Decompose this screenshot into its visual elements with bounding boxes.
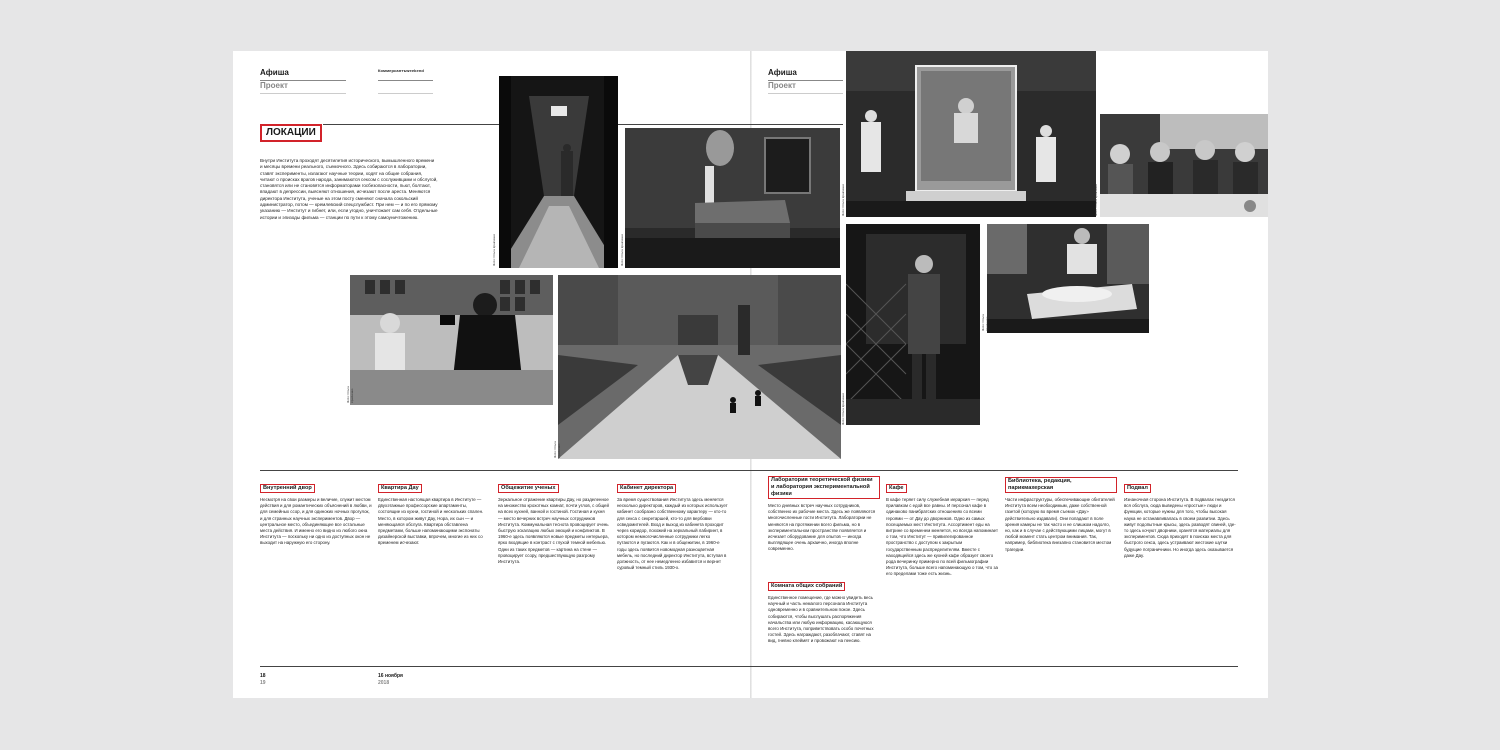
photo-credit-8: Фото: Ольга Кравченко [981, 314, 989, 331]
sections-bottom-rule [260, 666, 1238, 667]
magazine-rule-2 [378, 93, 433, 94]
section-director-office-title: Кабинет директора [617, 484, 676, 493]
page-number-a: 18 [260, 673, 266, 679]
magazine-spread [233, 51, 1268, 698]
left-header-subtitle: Проект [260, 81, 288, 90]
issue-date-day: 16 ноября [378, 673, 403, 679]
photo-massage [987, 224, 1149, 333]
section-dormitory [498, 476, 610, 565]
photo-bedroom [625, 128, 840, 268]
intro-text: Внутри Института проходят десятилетия исторического, вымышленного времени и месяцы времени реального, съемочного. Здесь собираются в лаборатории, ставят эксперименты, излагают научные теории, ходят на общие собрания, читают о происках врагов народа, занимаются сексом с сослуживцами и обслугой, становятся или не становятся информаторами госбезопасности, пьют, болтают, впадают в депрессии, выясняют отношения, исчезают после ареста. Меняются директора Института, ученые на этом посту сменяют сначала сокольский администратор, потом — кремлевский спецслужбист. При нем — и по его прямому указанию — Институт и гибнет, или, если угодно, уничтожает сам себя. Отдельные истории и эпизоды фильма — станции по пути к этому самоуничтожению. [260, 158, 438, 220]
section-cafe [886, 476, 998, 578]
right-header-rule-2 [768, 93, 843, 94]
section-courtyard-title: Внутренний двор [260, 484, 315, 493]
section-library-text: Части инфраструктуры, обеспечивающие обитателей Института всем необходимым, даже собственной газетой (которую во время съемок «Дау» действительно издавали). Они попадают в поле зрения камеры не так часто и не слишком надолго, но, как и в случае с действующими лицами, могут в любой момент стать центром внимания. Так, например, библиотека внезапно становится местом трагедии. [1005, 497, 1115, 552]
magazine-rule [378, 80, 433, 81]
photo-credit-4: Фото: Ольга Кравченко [553, 441, 561, 458]
photo-courtyard [558, 275, 841, 459]
section-assembly-room-text: Единственное помещение, где можно увидеть весь научный и часть немалого персонала Института одновременно и в сравнительном покое. Здесь собираются, чтобы выслушать распоряжения начальства или любую информацию, касающуюся всего Института, поприветствовать особо почетных гостей. Здесь награждают, разоблачают, ставят на вид, гневно клеймят и провожают на пенсию. [768, 595, 874, 644]
section-courtyard-text: Несмотря на свои размеры и величие, служит местом действия и для романтических объяснений в любви, и для семейных ссор, и для одиноких ночных прогулок, и для странных научных экспериментов. Двор — центральное место, объединяющее все остальные места действия. И именно его видно из любого окна Института — поскольку ни одно из доступных окон не выходит на наружную его сторону. [260, 497, 372, 546]
photo-credit-2: Фото: Ольга Кравченко [620, 233, 624, 266]
section-laboratory-title: Лаборатория теоретической физики и лаборатория экспериментальной физики [768, 476, 880, 499]
photo-lab [846, 51, 1096, 217]
section-courtyard [260, 476, 372, 547]
left-header-rule-2 [260, 93, 346, 94]
right-header-subtitle: Проект [768, 81, 796, 90]
sections-top-rule [260, 470, 1238, 471]
section-director-office [617, 476, 729, 571]
locations-title: ЛОКАЦИИ [260, 124, 322, 142]
section-basement-text: Изнаночная сторона Института. В подвалах гнездится вся обслуга, сюда выведены «простые» люди и функции, которые нужны для того, чтобы высокая наука не останавливалась в своем развитии. Здесь живут подопытные крысы, здесь разводят свиней, где-то здесь кочуют дворники, хранятся материалы для экспериментов. Сюда приходят в поисках места для быстрого секса, здесь устраивают жестокие шутки будущие пограничники. Но иногда здесь оказывается даже Дау. [1124, 497, 1236, 558]
photo-shop [350, 275, 553, 405]
right-header-rule [768, 80, 843, 81]
magazine-name: Коммерсантъweekend [378, 68, 424, 73]
section-assembly-room [768, 574, 880, 645]
photo-credit-7: Фото: Ольга Кравченко [841, 392, 845, 425]
photo-cafe [1100, 114, 1268, 217]
section-library [1005, 476, 1117, 553]
section-cafe-text: В кафе теряет силу служебная иерархия — перед прилавком с едой все равны. И персонал кафе в одинаково панибратских отношениях со всеми героями — от Дау до дворников. Одно из самых посещаемых мест Института. Ассортимент еды на витрине со временем меняется, но всегда напоминает о том, что Институт — привилегированное пространство с доступом к закрытым государственным распределителям. Вместе с находящейся здесь же кухней кафе образует своего рода вечеринку примерно по всей фильмографии Института, больше всего напоминающую о том, что за его пределами тоже есть жизнь. [886, 497, 998, 577]
issue-date [378, 673, 403, 687]
section-dormitory-title: Общежитие ученых [498, 484, 559, 493]
photo-credit-3: Фото: Ольга Кравченко [346, 386, 354, 403]
section-basement-title: Подвал [1124, 484, 1151, 493]
section-assembly-room-title: Комната общих собраний [768, 582, 845, 591]
left-header-rule [260, 80, 346, 81]
photo-credit-5: Фото: Ольга Кравченко [841, 183, 845, 216]
photo-corridor [499, 76, 618, 268]
section-dau-apartment-text: Единственная настоящая квартира в Институте — двухэтажные профессорские апартаменты, состоящие из кухни, гостиной и нескольких спален. Место, в котором живут Дау, Нора, их сын — и меняющаяся обслуга. Квартира обставлена предметами, больше напоминающими экспонаты дизайнерской выставки, впрочем, многие из них со временем исчезают. [378, 497, 484, 546]
photo-basement [846, 224, 980, 425]
section-cafe-title: Кафе [886, 484, 907, 493]
section-laboratory-text: Место дневных встреч научных сотрудников, собственно их рабочие места. Здесь же появляются многочисленные гости Института. Лаборатории не меняются на протяжении всего фильма, но в экспериментальном пространстве появляется и исчезает оборудование для опытов — иногда выглядящее очень архаично, иногда вполне современно. [768, 503, 876, 552]
section-dau-apartment [378, 476, 490, 547]
section-library-title: Библиотека, редакция, парикмахерская [1005, 477, 1117, 493]
section-dau-apartment-title: Квартира Дау [378, 484, 422, 493]
section-basement [1124, 476, 1236, 559]
issue-date-year: 2018 [378, 680, 390, 686]
left-header-title: Афиша [260, 68, 289, 77]
photo-credit-6: Фото: Ольга Кравченко [1094, 183, 1098, 216]
section-laboratory [768, 476, 880, 553]
section-dormitory-text: Зеркальное отражение квартиры Дау, но разделенное на множество крохотных комнат, почти углов, с общей на всех кухней, ванной и гостиной. Гостиная и кухня — место вечерних встреч научных сотрудников Института. Коммунальная теснота провоцирует очень быструю эскалацию любых эмоций и конфликтов. В 1960-е здесь появляются новые предметы интерьера, ярко входящие в контраст с глухой темной мебелью. Одни из таких предметов — картина на стене — провоцирует ссору, предшествующую разгрому Института. [498, 497, 609, 565]
photo-credit-1: Фото: Ольга Кравченко [492, 233, 496, 266]
page-number-left [260, 673, 266, 687]
right-header-title: Афиша [768, 68, 797, 77]
section-director-office-text: За время существования Института здесь меняется несколько директоров, каждый из которых использует кабинет сообразно собственному характеру — кто-то для секса с секретаршей, кто-то для вербовки осведомителей. Вход и выход из кабинета проходит через коридор, похожий на зеркальный лабиринт, в котором немногочисленные сотрудники легко путаются и пугаются. Как и в общежитии, в 1960-е годы здесь появится новомодная разноцветная мебель, но последний директор Института, вступая в должность, от нее немедленно избавится и вернет суровый темный стиль 1930-х. [617, 497, 728, 571]
page-number-b: 19 [260, 680, 266, 686]
